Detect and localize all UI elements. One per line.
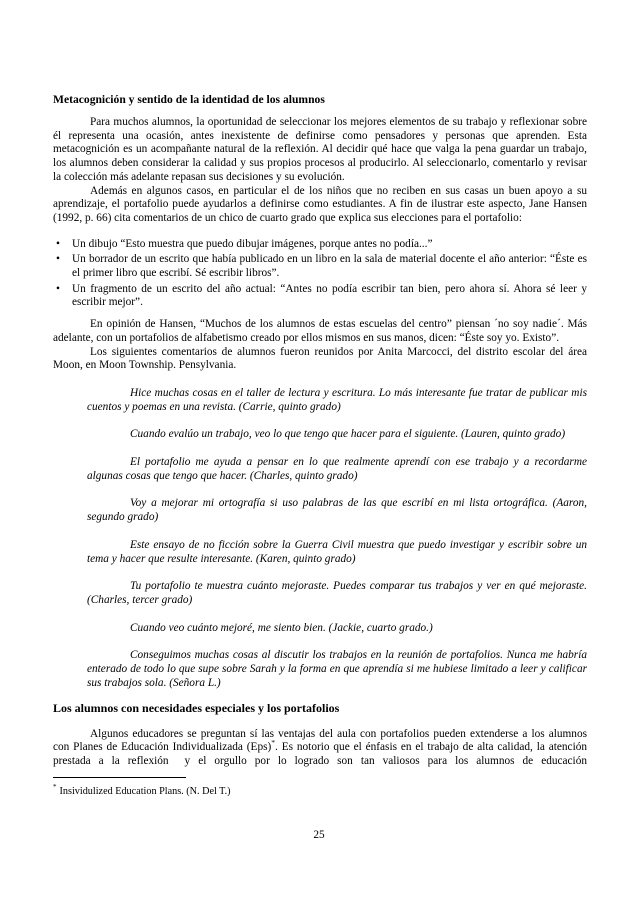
footnote-text: Insividulized Education Plans. (N. Del T.): [59, 785, 231, 797]
bullet-icon: [56, 283, 60, 297]
section-heading-metacognicion: Metacognición y sentido de la identidad de los alumnos: [53, 93, 325, 106]
page-number: 25: [313, 829, 325, 841]
student-quote: Tu portafolio te muestra cuánto mejoraste. Puedes comparar tus trabajos y ver en qué mejoraste. (Charles, tercer grado): [87, 580, 587, 606]
student-quote: El portafolio me ayuda a pensar en lo que realmente aprendí con ese trabajo y a recordarme algunas cosas que tengo que hacer. (Charles, quinto grado): [87, 456, 587, 482]
bullet-item: [53, 238, 587, 252]
bullet-text: Un dibujo “Esto muestra que puedo dibujar imágenes, porque antes no podía...”: [72, 237, 433, 250]
student-quotes: [53, 387, 587, 691]
section-heading-necesidades-especiales: Los alumnos con necesidades especiales y los portafolios: [53, 700, 340, 715]
bullet-icon: [56, 253, 60, 267]
page-body: [53, 93, 590, 798]
footnote: [53, 783, 587, 798]
footnote-reference: *: [271, 738, 276, 748]
bullet-item: [53, 283, 587, 310]
student-quote: Cuando evalúo un trabajo, veo lo que tengo que hacer para el siguiente. (Lauren, quinto grado): [130, 428, 566, 441]
paragraph-necesidades-especiales: [53, 727, 590, 769]
footnote-marker: *: [53, 783, 57, 792]
paragraph-hansen-opinion: En opinión de Hansen, “Muchos de los alumnos de estas escuelas del centro” piensan ´no soy nadie´. Más adelante, con un portafolios de alfabetismo creado por ellos mismos en sus manos, dicen: “Éste soy yo. Existo”.: [53, 318, 587, 344]
student-quote: Conseguimos muchas cosas al discutir los trabajos en la reunión de portafolios. Nunca me habría enterado de todo lo que supe sobre Sarah y la forma en que aprendía si me hubiese limitado a leer y calificar sus trabajos sola. (Señora L.): [87, 649, 587, 689]
paragraph-text-before-note: Algunos educadores se preguntan sí las ventajas del aula con portafolios pueden extenderse a los alumnos con Planes de Educación Individualizada (Eps): [53, 727, 590, 754]
paragraph-marcocci: Los siguientes comentarios de alumnos fueron reunidos por Anita Marcocci, del distrito escolar del área Moon, en Moon Township. Pensylvania.: [53, 345, 587, 372]
bullet-item: [53, 253, 587, 280]
student-quote: Cuando veo cuánto mejoré, me siento bien. (Jackie, cuarto grado.): [130, 621, 433, 634]
student-quote: Voy a mejorar mi ortografía si uso palabras de las que escribí en mi lista ortográfica. (Aaron, segundo grado): [87, 497, 587, 524]
bullet-text: Un borrador de un escrito que había publicado en un libro en la sala de material docente el año anterior: “Éste es el primer libro que escribí. Sé escribir libros”.: [72, 253, 587, 280]
bullet-list: [53, 238, 587, 311]
student-quote: Este ensayo de no ficción sobre la Guerra Civil muestra que puedo investigar y escribir sobre un tema y hacer que resulte interesante. (Karen, quinto grado): [87, 538, 587, 565]
bullet-text: Un fragmento de un escrito del año actual: “Antes no podía escribir tan bien, pero ahora sí. Ahora sé leer y escribir mejor”.: [72, 282, 587, 309]
paragraph-text-after-note: . Es notorio que el énfasis en el trabajo de alta calidad, la atención prestada a la reflexión y el orgullo por lo logrado son tan valiosos para los alumnos de educación: [53, 741, 590, 767]
bullet-icon: [56, 238, 60, 252]
footnote-divider: [53, 777, 186, 778]
paragraph-intro: Para muchos alumnos, la oportunidad de seleccionar los mejores elementos de su trabajo y reflexionar sobre él representa una ocasión, antes inexistente de definirse como pensadores y personas que aprenden. Esta metacognición es un acompañante natural de la reflexión. Al decidir qué hace que valga la pena guardar un trabajo, los alumnos deben considerar la calidad y sus propios procesos al producirlo. Al seleccionarlo, comentarlo y revisar la colección más adelante repasan sus decisiones y su evolución.: [53, 116, 587, 183]
student-quote: Hice muchas cosas en el taller de lectura y escritura. Lo más interesante fue tratar de publicar mis cuentos y poemas en una revista. (Carrie, quinto grado): [87, 386, 587, 413]
paragraph-hansen-context: Además en algunos casos, en particular el de los niños que no reciben en sus casas un buen apoyo a su aprendizaje, el portafolio puede ayudarlos a definirse como estudiantes. A fin de ilustrar este aspecto, Jane Hansen (1992, p. 66) cita comentarios de un chico de cuarto grado que explica sus elecciones para el portafolio:: [53, 184, 587, 224]
